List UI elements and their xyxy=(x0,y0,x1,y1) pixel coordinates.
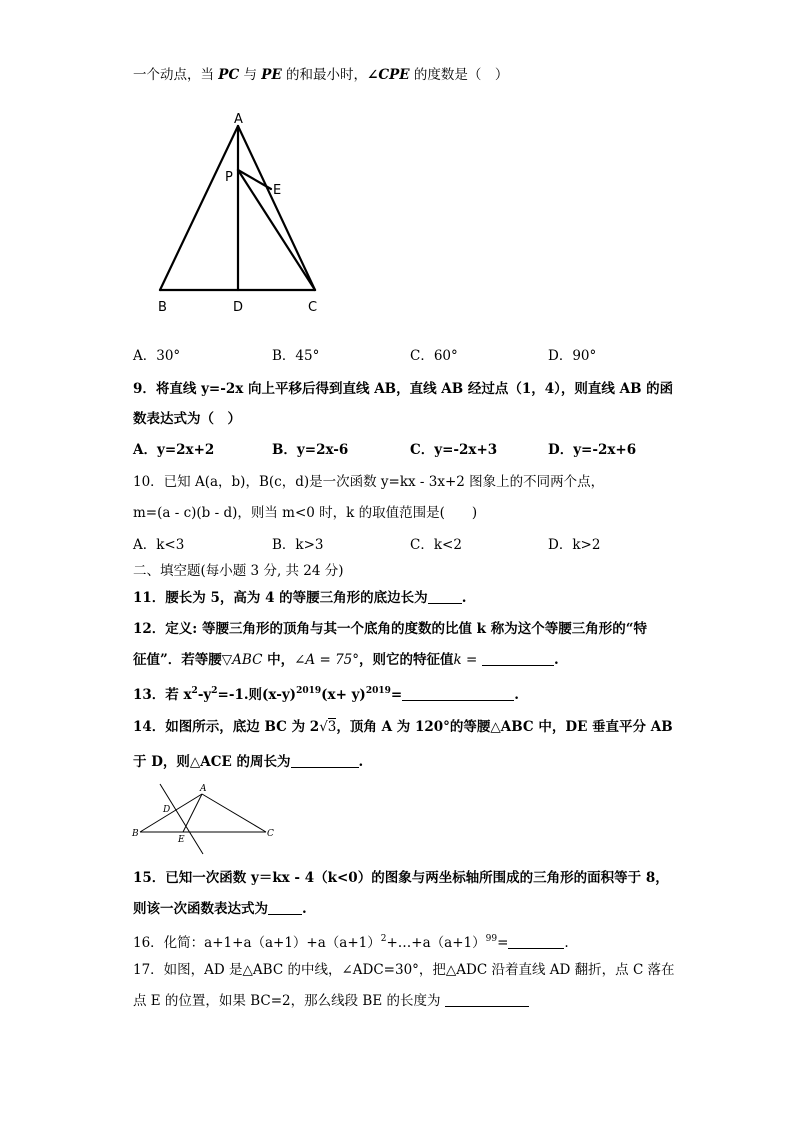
q8-label-d: D xyxy=(233,300,244,315)
q14-label-d: D xyxy=(163,805,171,815)
q9-line2: 数表达式为（ ） xyxy=(133,411,241,427)
q17-answer-blank[interactable] xyxy=(445,992,529,1007)
q14-label-a: A xyxy=(200,784,207,794)
q8-label-b: B xyxy=(158,300,167,315)
q9-option-a: A．y=2x+2 xyxy=(133,442,215,458)
q14-line1: 14．如图所示，底边 BC 为 2√3，顶角 A 为 120°的等腰△ABC 中，DE 垂直平分 AB xyxy=(133,719,673,735)
q16-answer-blank[interactable] xyxy=(508,934,564,949)
q8-label-e: E xyxy=(273,183,282,198)
q8-side-ab xyxy=(160,126,238,290)
q10-option-c: C．k<2 xyxy=(410,537,462,553)
q10-option-b: B．k>3 xyxy=(272,537,324,553)
q15-line2: 则该一次函数表达式为 . xyxy=(133,901,307,917)
q12-line2: 征值”．若等腰▽ABC 中，∠A = 75°，则它的特征值k = . xyxy=(133,652,559,668)
q8-label-c: C xyxy=(308,300,318,315)
q17-line1: 17．如图，AD 是△ABC 的中线，∠ADC=30°，把△ADC 沿着直线 AD 翻折，点 C 落在 xyxy=(133,962,675,978)
q8-option-a: A．30° xyxy=(133,348,181,364)
q14-triangle-figure xyxy=(128,778,278,858)
q14-answer-blank[interactable] xyxy=(291,753,359,768)
q8-stem: 一个动点，当 PC 与 PE 的和最小时，∠CPE 的度数是（ ） xyxy=(133,67,509,83)
q8-triangle-figure xyxy=(150,108,340,318)
q14-line2: 于 D，则△ACE 的周长为 . xyxy=(133,754,364,770)
q14-label-b: B xyxy=(132,829,139,839)
q8-option-c: C．60° xyxy=(410,348,458,364)
q9-option-c: C．y=-2x+3 xyxy=(410,442,498,458)
q11-line: 11．腰长为 5，高为 4 的等腰三角形的底边长为 . xyxy=(133,590,467,606)
q15-answer-blank[interactable] xyxy=(268,900,302,915)
q12-answer-blank[interactable] xyxy=(482,651,554,666)
section-heading-fill-in: 二、填空题(每小题 3 分, 共 24 分) xyxy=(133,563,344,579)
q8-option-d: D．90° xyxy=(548,348,597,364)
q9-option-d: D．y=-2x+6 xyxy=(548,442,637,458)
q10-line2: m=(a - c)(b - d)，则当 m<0 时，k 的取值范围是( ) xyxy=(133,505,478,521)
q13-line: 13．若 $x^2-y^2=-1$.则$(x-y)^{2019}(x+ y)^{2019}=$ . xyxy=(133,686,519,703)
q8-side-ac xyxy=(238,126,315,290)
q14-side-ac xyxy=(202,794,266,832)
q16-line: 16．化简：$a+1+a(a+1)+a(a+1)^2+\dots+a(a+1)^{99}=$ . xyxy=(133,934,569,951)
q10-line1: 10．已知 A(a，b)，B(c，d)是一次函数 y=kx - 3x+2 图象上的不同两个点， xyxy=(133,474,605,490)
q9-option-b: B．y=2x-6 xyxy=(272,442,349,458)
q10-option-d: D．k>2 xyxy=(548,537,601,553)
q9-line1: 9．将直线 y=-2x 向上平移后得到直线 AB，直线 AB 经过点（1，4），则直线 AB 的函 xyxy=(133,381,674,397)
q8-option-b: B．45° xyxy=(272,348,320,364)
q14-label-c: C xyxy=(267,829,274,839)
q15-line1: 15．已知一次函数 y＝kx - 4（k<0）的图象与两坐标轴所围成的三角形的面积等于 8， xyxy=(133,870,669,886)
q11-answer-blank[interactable] xyxy=(428,589,462,604)
q8-label-a: A xyxy=(234,112,243,127)
q8-label-p: P xyxy=(225,170,233,185)
q10-option-a: A．k<3 xyxy=(133,537,185,553)
q17-line2: 点 E 的位置，如果 BC=2，那么线段 BE 的长度为 xyxy=(133,992,529,1010)
q14-label-e: E xyxy=(178,835,185,845)
q12-line1: 12．定义: 等腰三角形的顶角与其一个底角的度数的比值 k 称为这个等腰三角形的“特 xyxy=(133,621,647,637)
q13-answer-blank[interactable] xyxy=(402,686,514,701)
